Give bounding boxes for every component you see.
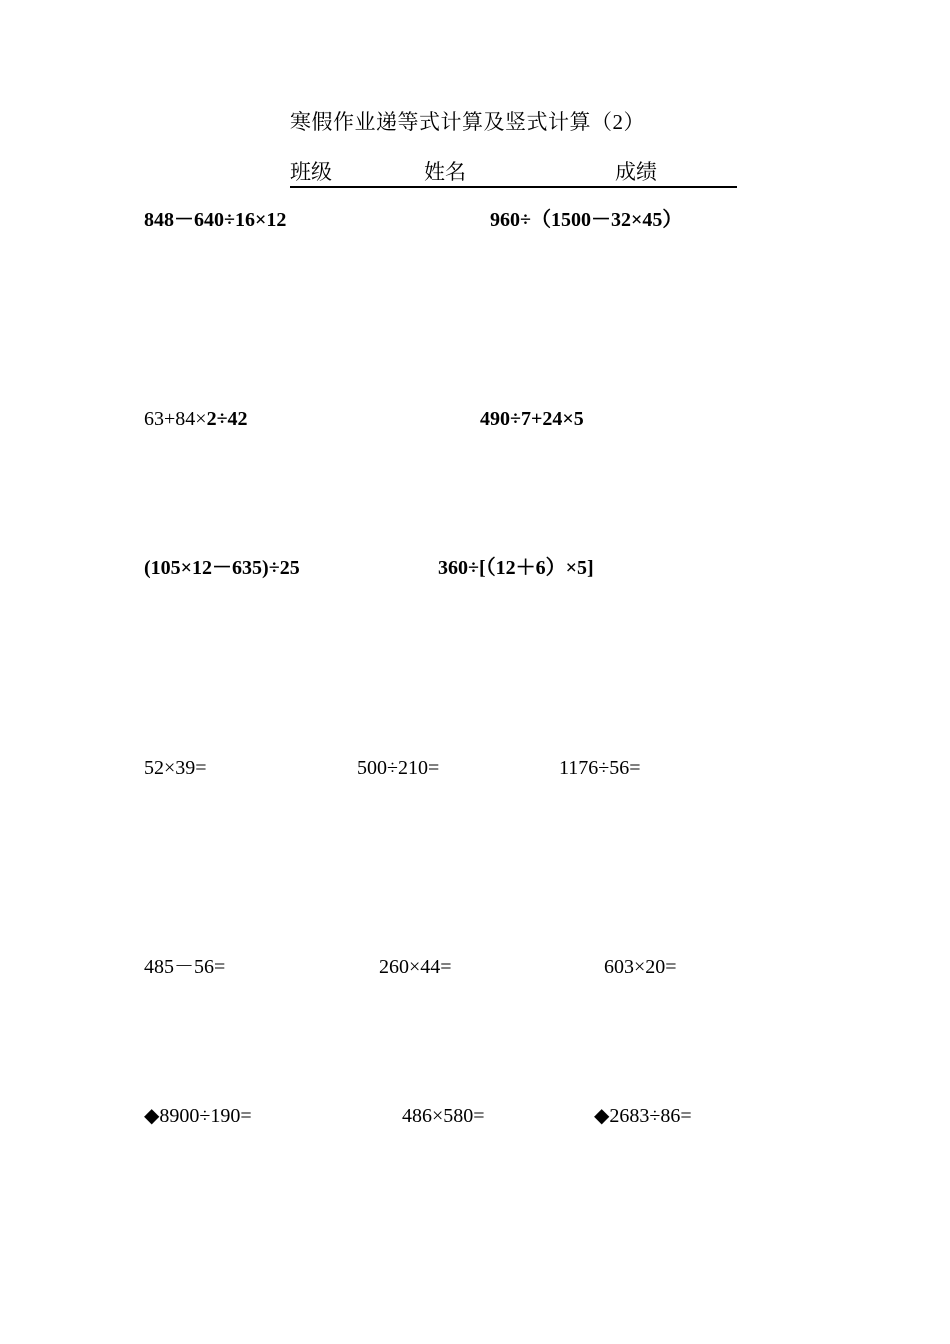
vertical-problem: 1176÷56= — [559, 757, 641, 779]
vertical-problem: ◆2683÷86= — [594, 1105, 692, 1127]
vertical-problem: 260×44= — [379, 956, 452, 978]
name-label: 姓名 — [424, 160, 466, 184]
vertical-problem: ◆8900÷190= — [144, 1105, 252, 1127]
vertical-problem: 486×580= — [402, 1105, 485, 1127]
worksheet-title: 寒假作业递等式计算及竖式计算（2） — [290, 110, 645, 134]
stepwise-problem-1: 848－640÷16×12 — [144, 209, 287, 231]
vertical-problem: 500÷210= — [357, 757, 440, 779]
stepwise-problem-3-prefix: 63+84× — [144, 408, 207, 430]
vertical-problem: 52×39= — [144, 757, 207, 779]
vertical-problem: 485－56= — [144, 956, 226, 978]
stepwise-problem-6: 360÷[（12＋6）×5] — [438, 557, 594, 579]
stepwise-problem-2: 960÷（1500－32×45） — [490, 209, 683, 231]
stepwise-problem-4: 490÷7+24×5 — [480, 408, 584, 430]
score-label: 成绩 — [615, 160, 657, 184]
stepwise-problem-5: (105×12－635)÷25 — [144, 557, 300, 579]
student-info-row — [290, 156, 737, 188]
stepwise-problem-3-suffix: 2÷42 — [206, 408, 248, 430]
class-label: 班级 — [290, 160, 332, 184]
vertical-problem: 603×20= — [604, 956, 677, 978]
stepwise-problem-3 — [144, 409, 248, 429]
